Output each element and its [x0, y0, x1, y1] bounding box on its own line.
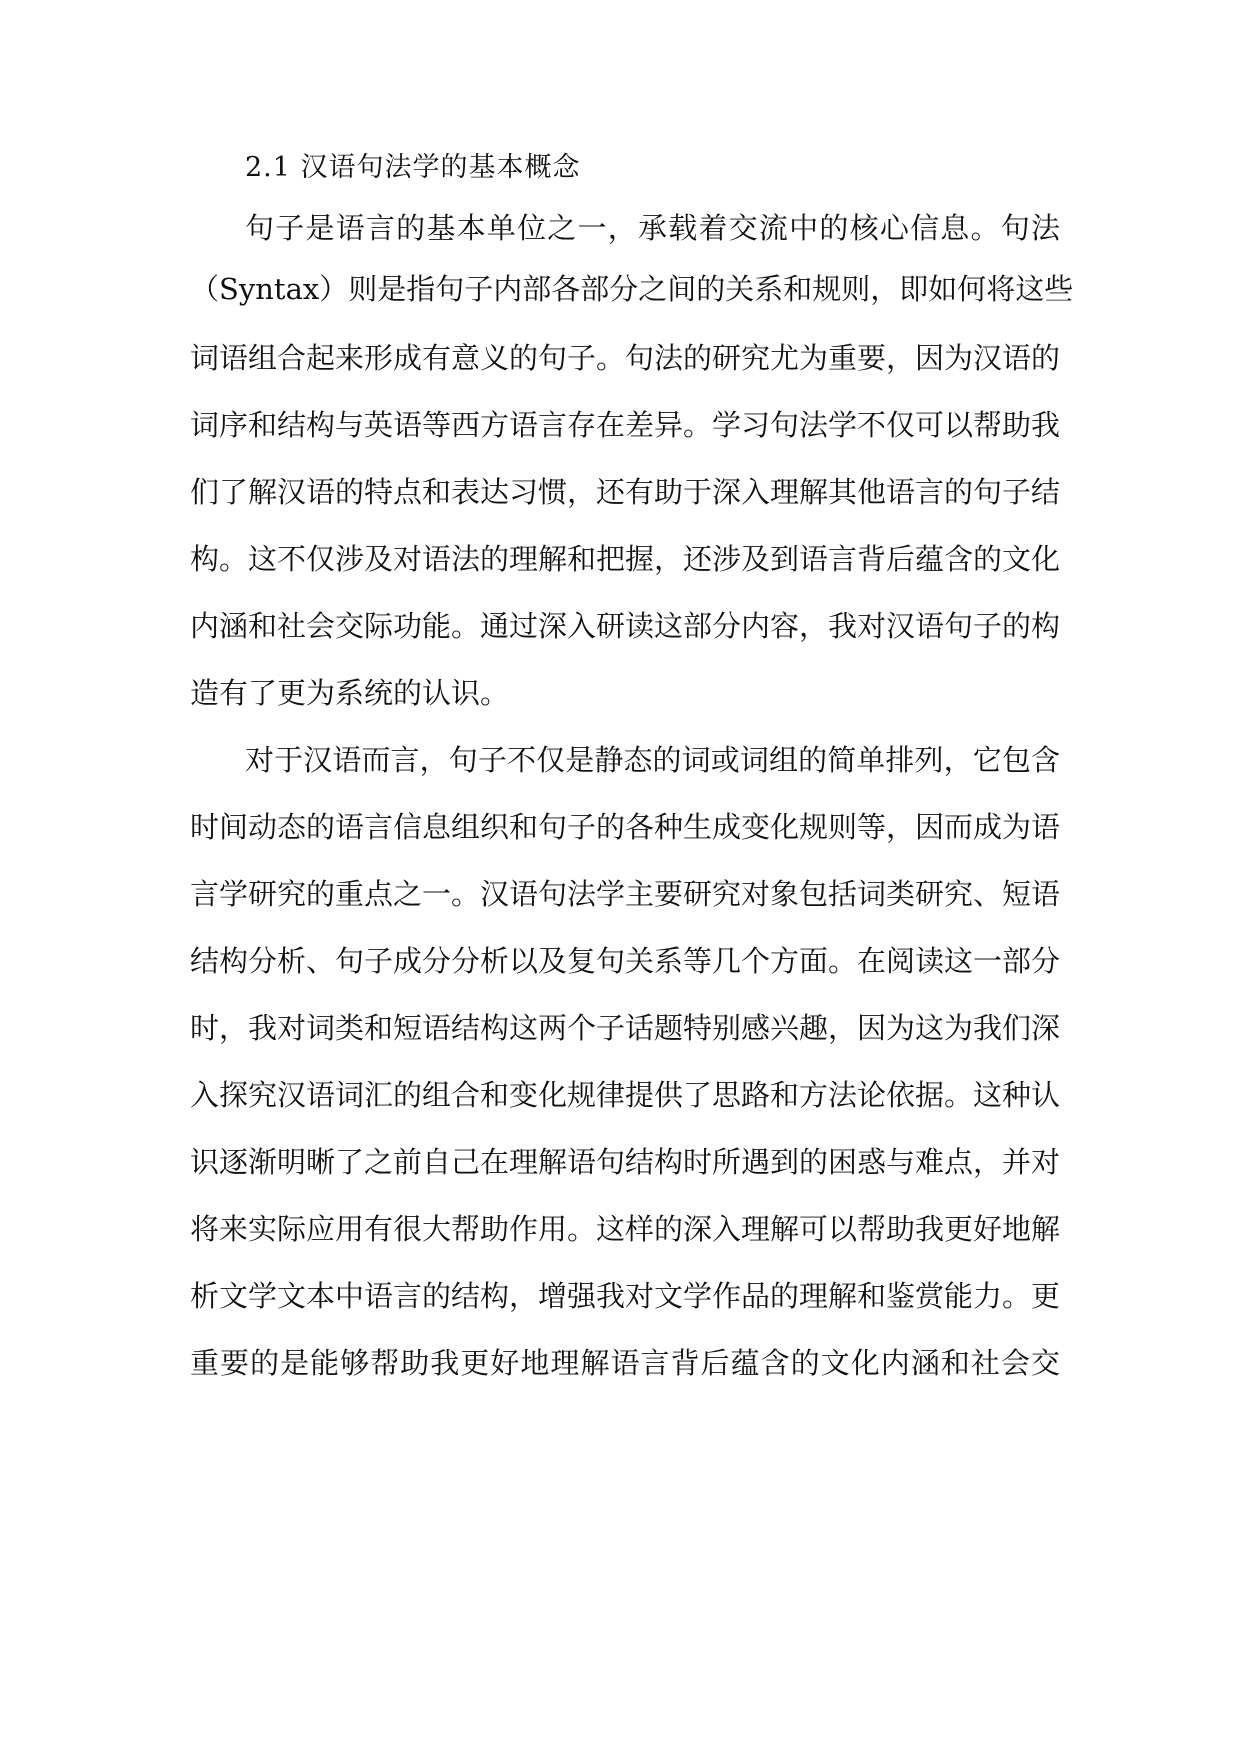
- paragraph-2-line-1: 对于汉语而言，句子不仅是静态的词或词组的简单排列，它包含: [245, 743, 1060, 777]
- paragraph-1-line-1: 句子是语言的基本单位之一，承载着交流中的核心信息。句法: [245, 211, 1060, 245]
- paragraph-1-line-4: 词序和结构与英语等西方语言存在差异。学习句法学不仅可以帮助我: [190, 408, 1061, 442]
- paragraph-2-line-6: 入探究汉语词汇的组合和变化规律提供了思路和方法论依据。这种认: [190, 1078, 1061, 1112]
- paragraph-2-line-10: 重要的是能够帮助我更好地理解语言背后蕴含的文化内涵和社会交: [190, 1346, 1060, 1380]
- paragraph-2-line-7: 识逐渐明晰了之前自己在理解语句结构时所遇到的困惑与难点，并对: [190, 1145, 1061, 1179]
- paragraph-1-line-2: （Syntax）则是指句子内部各部分之间的关系和规则，即如何将这些: [190, 272, 1074, 306]
- paragraph-1-line-5: 们了解汉语的特点和表达习惯，还有助于深入理解其他语言的句子结: [190, 475, 1061, 509]
- paragraph-2-line-8: 将来实际应用有很大帮助作用。这样的深入理解可以帮助我更好地解: [190, 1212, 1061, 1246]
- paragraph-1-line-7: 内涵和社会交际功能。通过深入研读这部分内容，我对汉语句子的构: [190, 609, 1061, 643]
- paragraph-2-line-9: 析文学文本中语言的结构，增强我对文学作品的理解和鉴赏能力。更: [190, 1279, 1061, 1313]
- paragraph-2-line-2: 时间动态的语言信息组织和句子的各种生成变化规则等，因而成为语: [190, 810, 1061, 844]
- paragraph-1-line-8: 造有了更为系统的认识。: [190, 676, 510, 710]
- paragraph-2-line-5: 时，我对词类和短语结构这两个子话题特别感兴趣，因为这为我们深: [190, 1011, 1061, 1045]
- section-heading: 2.1 汉语句法学的基本概念: [245, 152, 581, 183]
- paragraph-1-line-3: 词语组合起来形成有意义的句子。句法的研究尤为重要，因为汉语的: [190, 341, 1061, 375]
- paragraph-2-line-4: 结构分析、句子成分分析以及复句关系等几个方面。在阅读这一部分: [190, 944, 1061, 978]
- paragraph-2-line-3: 言学研究的重点之一。汉语句法学主要研究对象包括词类研究、短语: [190, 877, 1061, 911]
- paragraph-1-line-6: 构。这不仅涉及对语法的理解和把握，还涉及到语言背后蕴含的文化: [190, 542, 1061, 576]
